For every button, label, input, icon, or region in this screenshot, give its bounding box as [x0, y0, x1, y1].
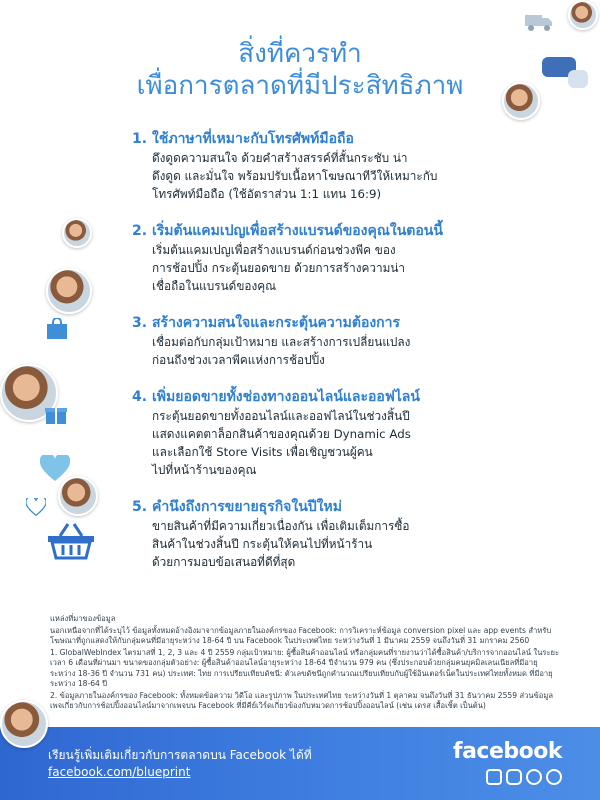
footer-banner	[0, 727, 600, 800]
tip-line: ด้วยการมอบข้อเสนอที่ดีที่สุด	[152, 555, 296, 569]
title-line-2: เพื่อการตลาดที่มีประสิทธิภาพ	[136, 71, 464, 101]
avatar-left-2	[46, 268, 92, 314]
tip-heading-text: เริ่มต้นแคมเปญเพื่อสร้างแบรนด์ของคุณในตอนนี้	[152, 223, 443, 239]
avatar-left-1	[62, 218, 92, 248]
banner-line: เรียนรู้เพิ่มเติมเกี่ยวกับการตลาดบน Facebook ได้ที่	[48, 748, 312, 762]
tip-line: ดึงดูดความสนใจ ด้วยคำสร้างสรรค์ที่สั้นกระชับ น่า	[152, 151, 408, 165]
tip-line: การช้อปปิ้ง กระตุ้นยอดขาย ด้วยการสร้างความน่า	[152, 261, 406, 275]
social-icons	[486, 769, 562, 785]
tips-list	[132, 130, 492, 590]
tip-line: ก่อนถึงช่วงเวลาพีคแห่งการช้อปปิ้ง	[152, 353, 325, 367]
tip-number: 1.	[132, 131, 148, 147]
footnote: นอกเหนือจากที่ได้ระบุไว้ ข้อมูลทั้งหมดอ้างอิงมาจากข้อมูลภายในองค์กรของ Facebook: การวิเคราะห์ข้อมูล conversion pixel และ app events สำหรับโฆษณาที่ถูกแสดงให้กับกลุ่มคนที่มีอายุระหว่าง 18-64 ปี บน Facebook ในประเทศไทย ระหว่างวันที่ 1 มีนาคม 2559 จนถึงวันที่ 31 มกราคม 2560	[50, 625, 552, 645]
tip-heading-text: เพิ่มยอดขายทั้งช่องทางออนไลน์และออฟไลน์	[152, 389, 420, 405]
list-item	[132, 314, 492, 369]
tip-heading-text: สร้างความสนใจและกระตุ้นความต้องการ	[152, 315, 401, 331]
heart-icon-outline	[26, 498, 46, 516]
whatsapp-icon	[546, 769, 562, 785]
tip-line: เชื่อถือในแบรนด์ของคุณ	[152, 279, 277, 293]
facebook-icon	[486, 769, 502, 785]
tip-line: โทรศัพท์มือถือ (ใช้อัตราส่วน 1:1 แทน 16:9)	[152, 187, 382, 201]
tip-body	[132, 407, 492, 479]
tip-heading	[132, 388, 492, 407]
tip-line: เริ่มต้นแคมเปญเพื่อสร้างแบรนด์ก่อนช่วงพีค ของ	[152, 243, 396, 257]
tip-line: สินค้าในช่วงสิ้นปี กระตุ้นให้คนไปที่หน้าร้าน	[152, 537, 373, 551]
page-title	[0, 38, 600, 102]
list-item	[132, 388, 492, 479]
heart-icon	[40, 455, 70, 482]
tip-heading-text: คำนึงถึงการขยายธุรกิจในปีใหม่	[152, 499, 342, 515]
delivery-truck-icon	[524, 12, 554, 32]
instagram-icon	[506, 769, 522, 785]
title-line-1: สิ่งที่ควรทำ	[238, 39, 362, 69]
tip-heading-text: ใช้ภาษาที่เหมาะกับโทรศัพท์มือถือ	[152, 131, 354, 147]
tip-body	[132, 241, 492, 295]
avatar-bottom-left	[0, 700, 48, 748]
tip-number: 5.	[132, 499, 148, 515]
footnote: 1. GlobalWebIndex ไตรมาสที่ 1, 2, 3 และ 4 ปี 2559 กลุ่มเป้าหมาย: ผู้ซื้อสินค้าออนไลน์ หรือกลุ่มคนที่รายงานว่าได้ซื้อสินค้า/บริการจากออนไลน์ ในระยะเวลา 6 เดือนที่ผ่านมา ขนาดของกลุ่มตัวอย่าง: ผู้ซื้อสินค้าออนไลน์อายุระหว่าง 18-64 ปีจำนวน 979 คน (ซึ่งประกอบด้วยกลุ่มคนยุคมิลเลนเนียลที่มีอายุระหว่าง 18-36 ปี จำนวน 731 คน) ประเทศ: ไทย การเปรียบเทียบดัชนี: ตัวเลขดัชนีถูกคำนวณเปรียบเทียบกับผู้ใช้อินเตอร์เน็ตในประเทศไทยทั้งหมด ที่มีอายุระหว่าง 18-64 ปี	[50, 647, 560, 688]
blueprint-link[interactable]: facebook.com/blueprint	[48, 765, 191, 779]
gift-icon	[44, 402, 68, 426]
tip-line: ไปที่หน้าร้านของคุณ	[152, 463, 257, 477]
avatar-top-right	[568, 0, 598, 30]
banner-text	[48, 747, 312, 781]
shopping-bag-icon	[45, 318, 69, 340]
tip-line: ขายสินค้าที่มีความเกี่ยวเนื่องกัน เพื่อเติมเต็มการซื้อ	[152, 519, 410, 533]
tip-line: เชื่อมต่อกับกลุ่มเป้าหมาย และสร้างการเปลี่ยนแปลง	[152, 335, 411, 349]
tip-number: 3.	[132, 315, 148, 331]
tip-body	[132, 517, 492, 571]
list-item	[132, 498, 492, 571]
tip-number: 2.	[132, 223, 148, 239]
list-item	[132, 130, 492, 203]
shopping-basket-icon	[46, 522, 96, 560]
messenger-icon	[526, 769, 542, 785]
tip-heading	[132, 314, 492, 333]
tip-heading	[132, 498, 492, 517]
tip-line: และเลือกใช้ Store Visits เพื่อเชิญชวนผู้คน	[152, 445, 373, 459]
footnote-heading: แหล่งที่มาของข้อมูล	[50, 614, 116, 623]
tip-line: แสดงแคตตาล็อกสินค้าของคุณด้วย Dynamic Ads	[152, 427, 411, 441]
list-item	[132, 222, 492, 295]
facebook-logo: facebook	[453, 739, 562, 764]
tip-heading	[132, 130, 492, 149]
tip-line: ดึงดูด และมั่นใจ พร้อมปรับเนื้อหาโฆษณาทีวีให้เหมาะกับ	[152, 169, 438, 183]
tip-body	[132, 333, 492, 369]
tip-heading	[132, 222, 492, 241]
source-footnotes	[50, 614, 560, 713]
avatar-left-3	[58, 476, 98, 516]
tip-number: 4.	[132, 389, 148, 405]
footnote: 2. ข้อมูลภายในองค์กรของ Facebook: ทั้งหมดข้อความ วิดีโอ และรูปภาพ ในประเทศไทย ระหว่างวันที่ 1 ตุลาคม จนถึงวันที่ 31 ธันวาคม 2559 ส่วนข้อมูลเพจเกี่ยวกับการช้อปปิ้งออนไลน์มาจากเพจบน Facebook ที่มีคีย์เวิร์ดเกี่ยวข้องกับหมวดการช้อปปิ้งออนไลน์ (เช่น เดรส เสื้อเชิ้ต เป็นต้น)	[50, 690, 553, 710]
tip-body	[132, 149, 492, 203]
tip-line: กระตุ้นยอดขายทั้งออนไลน์และออฟไลน์ในช่วงสิ้นปี	[152, 409, 410, 423]
